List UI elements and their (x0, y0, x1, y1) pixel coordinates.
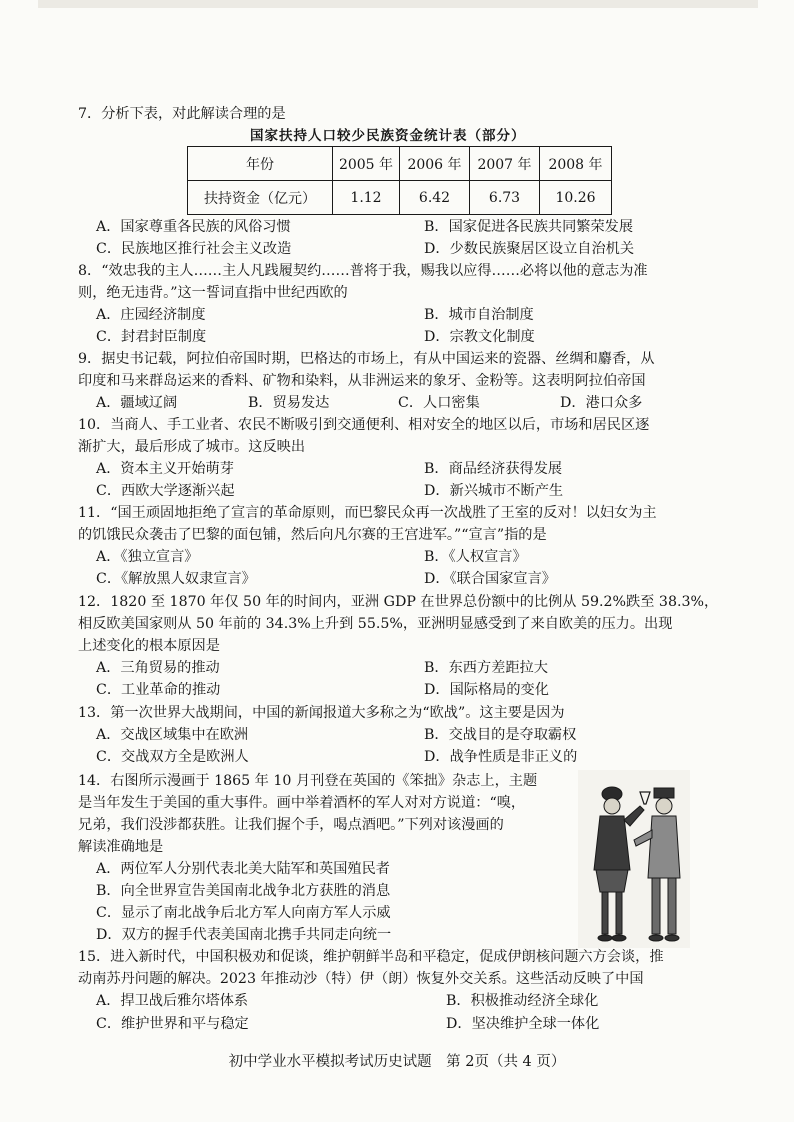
q12-option-c: C．工业革命的推动 (96, 682, 221, 698)
q15-line1: 15．进入新时代，中国积极劝和促谈，维护朝鲜半岛和平稳定，促成伊朗核问题六方会谈，推 (78, 949, 664, 965)
q9-option-b: B．贸易发达 (248, 395, 330, 411)
table-cell: 年份 (188, 147, 333, 181)
q7-option-c: C．民族地区推行社会主义改造 (96, 241, 292, 257)
q11-option-c: C．《解放黑人奴隶宣言》 (96, 571, 256, 587)
q11-option-b: B．《人权宣言》 (424, 549, 527, 565)
table-cell: 6.42 (400, 181, 470, 215)
q8-option-c: C．封君封臣制度 (96, 329, 207, 345)
q8-option-d: D．宗教文化制度 (424, 329, 535, 345)
civil-war-cartoon-image (578, 770, 690, 948)
q13-option-d: D．战争性质是非正义的 (424, 749, 578, 765)
table-row (188, 181, 612, 215)
q8-option-a: A．庄园经济制度 (96, 307, 206, 323)
q11-line1: 11．“国王顽固地拒绝了宣言的革命原则，而巴黎民众再一次战胜了王室的反对！以妇女为主 (78, 505, 657, 521)
q12-option-b: B．东西方差距拉大 (424, 660, 548, 676)
page-top-edge (38, 0, 758, 8)
q15-option-b: B．积极推动经济全球化 (446, 993, 599, 1009)
table-cell: 2007 年 (470, 147, 540, 181)
q9-line2: 印度和马来群岛运来的香料、矿物和染料，从非洲运来的象牙、金粉等。这表明阿拉伯帝国 (78, 373, 646, 389)
q14-line3: 兄弟，我们没涉都获胜。让我们握个手，喝点酒吧。”下列对该漫画的 (78, 817, 504, 833)
q8-line1: 8．“效忠我的主人……主人凡践履契约……普将于我，赐我以应得……必将以他的意志为准 (78, 263, 648, 279)
q14-option-c: C．显示了南北战争后北方军人向南方军人示威 (96, 905, 391, 921)
q7-table (187, 146, 612, 215)
q13-stem: 13．第一次世界大战期间，中国的新闻报道大多称之为“欧战”。这主要是因为 (78, 705, 565, 721)
table-cell: 2006 年 (400, 147, 470, 181)
page-footer: 初中学业水平模拟考试历史试题 第 2页（共 4 页） (228, 1054, 566, 1070)
q10-line2: 渐扩大，最后形成了城市。这反映出 (78, 439, 306, 455)
table-cell: 扶持资金（亿元） (188, 181, 333, 215)
q8-line2: 则，绝无违背。”这一誓词直指中世纪西欧的 (78, 285, 348, 301)
q12-option-d: D．国际格局的变化 (424, 682, 549, 698)
q10-line1: 10．当商人、手工业者、农民不断吸引到交通便利、相对安全的地区以后，市场和居民区逐 (78, 417, 650, 433)
table-cell: 6.73 (470, 181, 540, 215)
q14-option-d: D．双方的握手代表美国南北携手共同走向统一 (96, 927, 392, 943)
q7-option-d: D．少数民族聚居区设立自治机关 (424, 241, 635, 257)
q14-option-b: B．向全世界宣告美国南北战争北方获胜的消息 (96, 883, 391, 899)
q10-option-b: B．商品经济获得发展 (424, 461, 563, 477)
q11-option-d: D．《联合国家宣言》 (424, 571, 556, 587)
q12-line2: 相反欧美国家则从 50 年前的 34.3%上升到 55.5%，亚洲明显感受到了来自欧美的压力。出现 (78, 616, 673, 632)
q15-option-d: D．坚决维护全球一体化 (446, 1016, 600, 1032)
q7-option-a: A．国家尊重各民族的风俗习惯 (96, 219, 291, 235)
q7-stem: 7．分析下表，对此解读合理的是 (78, 106, 286, 122)
q15-option-c: C．维护世界和平与稳定 (96, 1016, 249, 1032)
q10-option-d: D．新兴城市不断产生 (424, 483, 564, 499)
table-cell: 1.12 (333, 181, 400, 215)
q7-option-b: B．国家促进各民族共同繁荣发展 (424, 219, 634, 235)
q14-option-a: A．两位军人分别代表北美大陆军和英国殖民者 (96, 861, 390, 877)
table-header-row (188, 147, 612, 181)
q7-table-title: 国家扶持人口较少民族资金统计表（部分） (250, 128, 526, 144)
q12-line3: 上述变化的根本原因是 (78, 638, 220, 654)
q15-line2: 动南苏丹问题的解决。2023 年推动沙（特）伊（朗）恢复外交关系。这些活动反映了中国 (78, 971, 644, 987)
q9-line1: 9．据史书记载，阿拉伯帝国时期，巴格达的市场上，有从中国运来的瓷器、丝绸和麝香，从 (78, 351, 655, 367)
table-cell: 2005 年 (333, 147, 400, 181)
q14-line2: 是当年发生于美国的重大事件。画中举着酒杯的军人对对方说道：“嗅， (78, 795, 526, 811)
q14-line4: 解读准确地是 (78, 839, 164, 855)
table-cell: 2008 年 (540, 147, 612, 181)
q10-option-a: A．资本主义开始萌芽 (96, 461, 234, 477)
q12-line1: 12．1820 至 1870 年仅 50 年的时间内，亚洲 GDP 在世界总份额中的比例从 59.2%跌至 38.3%， (78, 594, 719, 610)
q14-line1: 14．右图所示漫画于 1865 年 10 月刊登在英国的《笨拙》杂志上，主题 (78, 773, 538, 789)
q13-option-a: A．交战区域集中在欧洲 (96, 727, 249, 743)
q13-option-c: C．交战双方全是欧洲人 (96, 749, 249, 765)
q13-option-b: B．交战目的是夺取霸权 (424, 727, 577, 743)
q11-line2: 的饥饿民众袭击了巴黎的面包铺，然后向凡尔赛的王宫进军。”“宣言”指的是 (78, 527, 547, 543)
q9-option-a: A．疆域辽阔 (96, 395, 178, 411)
table-cell: 10.26 (540, 181, 612, 215)
q15-option-a: A．捍卫战后雅尔塔体系 (96, 993, 249, 1009)
q9-option-d: D．港口众多 (560, 395, 643, 411)
q10-option-c: C．西欧大学逐渐兴起 (96, 483, 235, 499)
q12-option-a: A．三角贸易的推动 (96, 660, 220, 676)
q9-option-c: C．人口密集 (398, 395, 480, 411)
q11-option-a: A．《独立宣言》 (96, 549, 199, 565)
q8-option-b: B．城市自治制度 (424, 307, 534, 323)
